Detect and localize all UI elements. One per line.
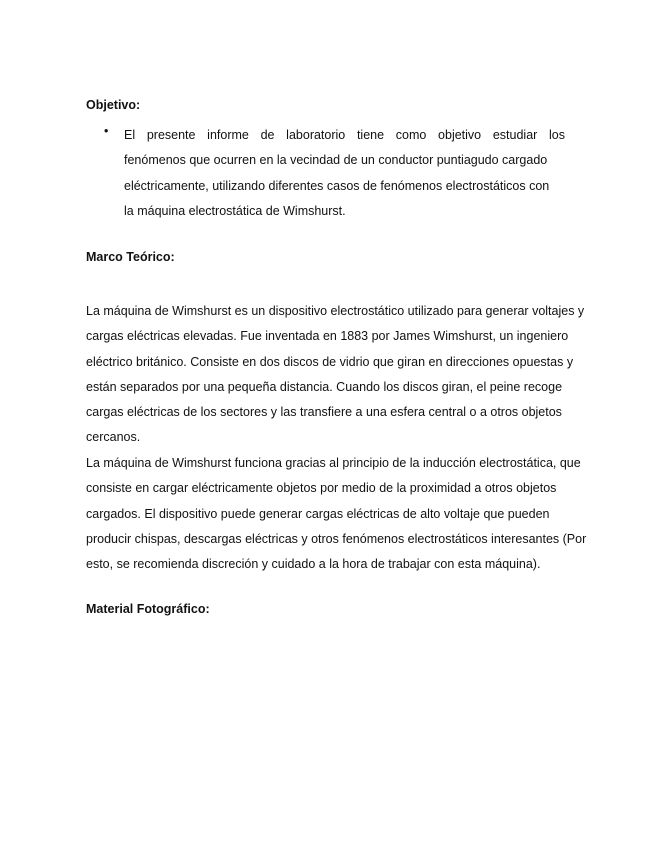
paragraph-line: cercanos.: [86, 430, 141, 445]
marco-paragraph-2: [86, 451, 606, 577]
objetivo-line: fenómenos que ocurren en la vecindad de un conductor puntiagudo cargado: [124, 153, 548, 168]
objetivo-line: eléctricamente, utilizando diferentes casos de fenómenos electrostáticos con: [124, 178, 550, 193]
paragraph-line: están separados por una pequeña distancia. Cuando los discos giran, el peine recoge: [86, 379, 563, 394]
paragraph-line: cargas eléctricas de los sectores y las transfiere a una esfera central o a otros objetos: [86, 405, 562, 420]
objetivo-line: El presente informe de laboratorio tiene como objetivo estudiar los: [124, 128, 565, 142]
paragraph-line: esto, se recomienda discreción y cuidado a la hora de trabajar con esta máquina).: [86, 557, 541, 572]
paragraph-line: producir chispas, descargas eléctricas y otros fenómenos electrostáticos interesantes (Por: [86, 531, 587, 546]
paragraph-line: La máquina de Wimshurst funciona gracias al principio de la inducción electrostática, que: [86, 456, 581, 470]
marco-teorico-heading: Marco Teórico:: [86, 250, 175, 264]
marco-paragraph-1: [86, 299, 606, 451]
objetivo-line: la máquina electrostática de Wimshurst.: [124, 203, 346, 218]
material-fotografico-heading: Material Fotográfico:: [86, 602, 210, 616]
paragraph-line: consiste en cargar eléctricamente objetos por medio de la proximidad a otros objetos: [86, 481, 557, 496]
paragraph-line: cargados. El dispositivo puede generar cargas eléctricas de alto voltaje que pueden: [86, 506, 550, 521]
objetivo-heading: Objetivo:: [86, 98, 141, 112]
objetivo-bullet-text: [124, 123, 565, 224]
paragraph-line: eléctrico británico. Consiste en dos discos de vidrio que giran en direcciones opuestas y: [86, 354, 574, 369]
paragraph-line: cargas eléctricas elevadas. Fue inventada en 1883 por James Wimshurst, un ingeniero: [86, 329, 569, 344]
bullet-marker: •: [104, 124, 109, 138]
paragraph-line: La máquina de Wimshurst es un dispositivo electrostático utilizado para generar voltajes y: [86, 304, 585, 318]
